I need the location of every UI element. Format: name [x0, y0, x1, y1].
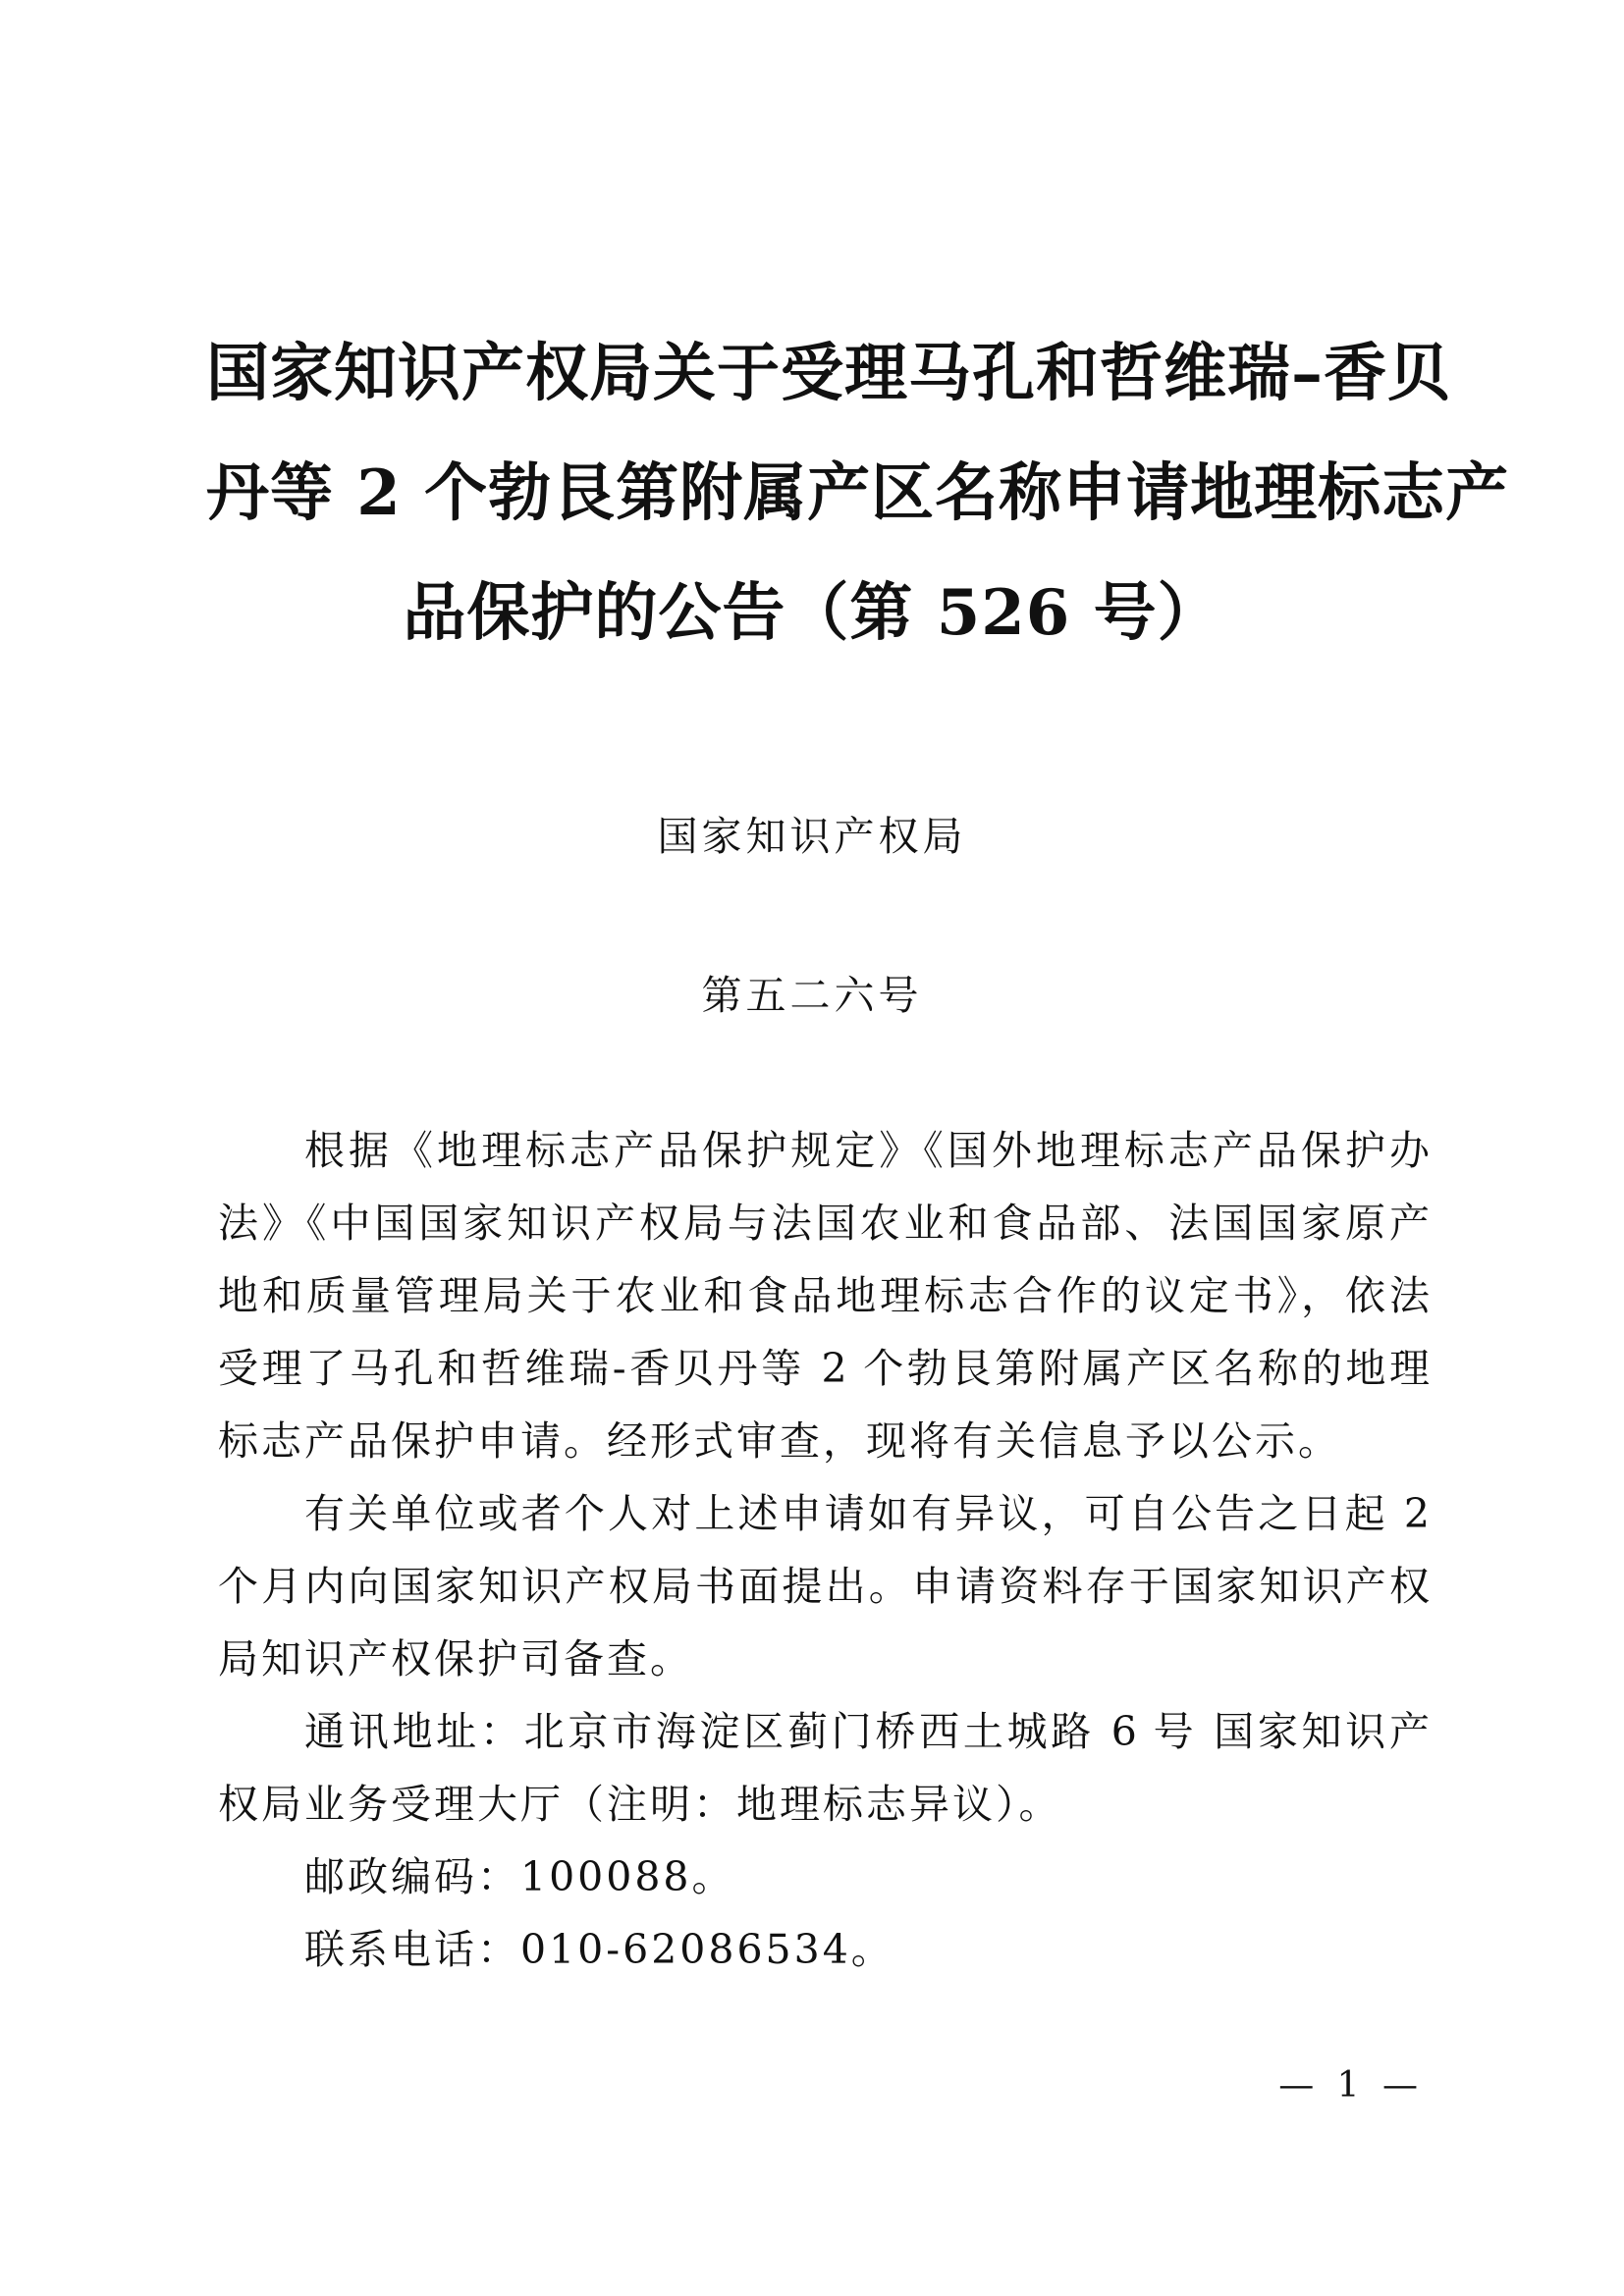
paragraph-postcode: [218, 1841, 1430, 1913]
document-title: [206, 314, 1510, 673]
title-line: 国家知识产权局关于受理马孔和哲维瑞–香贝: [206, 337, 1451, 410]
body-line: 联系电话：010-62086534。: [304, 1926, 894, 1973]
paragraph-address: [218, 1695, 1430, 1841]
body-line: 法》《中国国家知识产权局与法国农业和食品部、法国国家原产: [218, 1200, 1430, 1247]
body-line: 地和质量管理局关于农业和食品地理标志合作的议定书》，依法: [218, 1272, 1430, 1319]
body-line: 受理了马孔和哲维瑞-香贝丹等 2 个勃艮第附属产区名称的地理: [218, 1345, 1430, 1392]
body-line: 标志产品保护申请。经形式审查，现将有关信息予以公示。: [218, 1417, 1341, 1465]
title-line: 丹等 2 个勃艮第附属产区名称申请地理标志产: [206, 456, 1510, 530]
paragraph-objection: [218, 1477, 1430, 1695]
body-line: 个月内向国家知识产权局书面提出。申请资料存于国家知识产权: [218, 1563, 1430, 1610]
body-line: 通讯地址：北京市海淀区蓟门桥西土城路 6 号 国家知识产: [304, 1708, 1430, 1755]
announcement-number: 第五二六号: [701, 972, 923, 1019]
body-line: 局知识产权保护司备查。: [218, 1635, 693, 1682]
paragraph-phone: [218, 1913, 1430, 1986]
title-line: 品保护的公告（第 526 号）: [403, 576, 1221, 650]
body-line: 邮政编码：100088。: [304, 1853, 735, 1900]
body-line: 权局业务受理大厅（注明：地理标志异议）。: [218, 1781, 1062, 1828]
paragraph-legal-basis: [218, 1114, 1430, 1477]
body-line: 根据《地理标志产品保护规定》《国外地理标志产品保护办: [304, 1127, 1430, 1174]
issuing-authority: 国家知识产权局: [657, 813, 967, 860]
document-body: [218, 1114, 1430, 1986]
body-line: 有关单位或者个人对上述申请如有异议，可自公告之日起 2: [304, 1490, 1430, 1537]
page-number: — 1 —: [1278, 2065, 1424, 2106]
